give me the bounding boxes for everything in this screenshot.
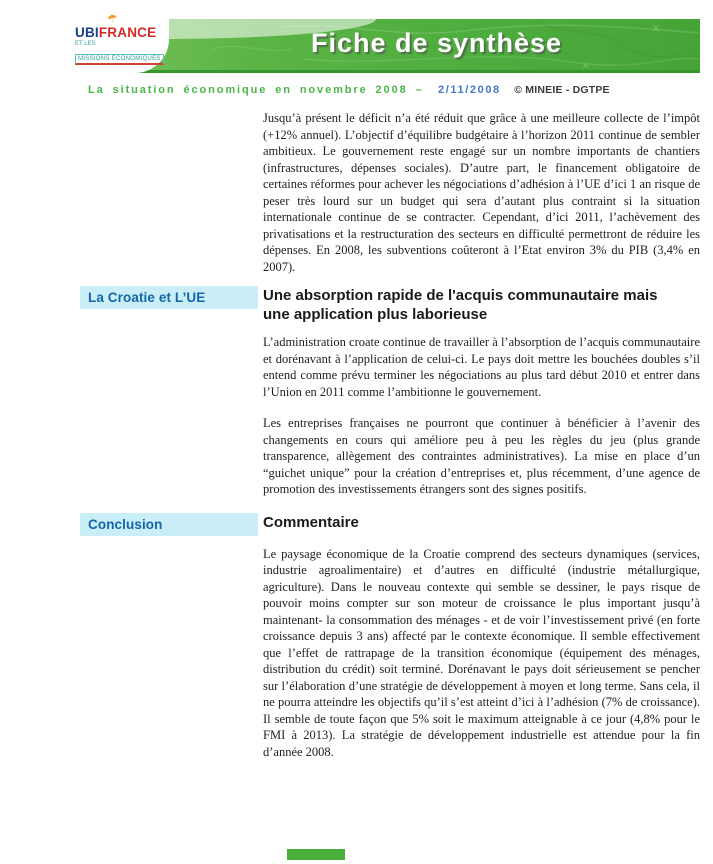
section-conclusion-header	[80, 513, 702, 536]
intro-row	[80, 110, 702, 286]
page-title: Fiche de synthèse	[310, 28, 563, 58]
section-conclusion-content	[80, 546, 702, 776]
section-croatie-ue-header	[80, 286, 702, 324]
document-date: 2/11/2008	[438, 84, 501, 96]
intro-body	[263, 110, 700, 286]
logo-brand-text	[75, 26, 169, 39]
section-paragraph: Les entreprises françaises ne pourront que continuer à bénéficier à l’avenir des changements en cours qui améliore peu à peu les règles du jeu (plus grande transparence, allègement des contraintes administratives). La mise en place d’un “guichet unique” pour la création d’entreprises et, plus récemment, d’une agence de promotion des investissements étrangers sont des signes positifs.	[263, 416, 700, 496]
logo-tagline: MISSIONS ÉCONOMIQUES	[75, 54, 164, 65]
section-paragraph: L’administration croate continue de travailler à l’absorption de l’acquis communautaire et dorénavant à l’application de celui-ci. Le pays doit mettre les bouchées doubles s’il entend comme prévu terminer les négociations au plus tard début 2010 et entrer dans l’Union en 2011 comme l’ambitionne le gouvernement.	[263, 335, 700, 399]
subtitle-text: La situation économique en novembre 2008 –	[88, 84, 424, 96]
logo-tagline-top: ET LES	[75, 41, 96, 47]
copyright-credit: © MINEIE - DGTPE	[514, 84, 610, 96]
page-footer-mark	[287, 849, 345, 860]
section-croatie-ue-content	[80, 334, 702, 513]
umbrella-icon: ☂	[105, 11, 120, 27]
section-heading-commentaire: Commentaire	[263, 513, 359, 531]
intro-paragraph: Jusqu’à présent le déficit n’a été réduit que grâce à une meilleure collecte de l’impôt (+12% annuel). L’objectif d’équilibre budgétaire à l’horizon 2011 continue de sembler ambitieux. Le gouvernement reste engagé sur un nombre importants de chantiers (infrastructures, dépenses sociales). D’autre part, le financement obligatoire de certaines réformes pour achever les négociations d’adhésion à l’UE d’ici 1 an risque de peser très lourd sur un budget qui sera d’autant plus contraint si la situation internationale continue de se contracter. Cependant, d’ici 2011, l’achèvement des privatisations et la restructuration des secteurs en difficulté permettront de réduire les dépenses. En 2008, les subventions coûteront à l’Etat environ 3% du PIB (3,4% en 2007).	[263, 111, 700, 274]
section-label-croatie-ue: La Croatie et L’UE	[80, 286, 258, 309]
section-heading-absorption: Une absorption rapide de l'acquis communautaire mais une application plus laborieuse	[263, 287, 658, 323]
section-label-conclusion: Conclusion	[80, 513, 258, 536]
header-banner	[63, 11, 700, 73]
logo-brand-prefix: UBI	[75, 25, 99, 40]
ubifrance-logo	[63, 11, 169, 73]
logo-brand-suffix: FRANCE	[98, 25, 157, 40]
section-paragraph: Le paysage économique de la Croatie comprend des secteurs dynamiques (services, industrie agroalimentaire) et d’autres en difficulté (industrie métallurgique, agriculture). Dans le nouveau contexte qui semble se dessiner, le pays risque de pouvoir moins compter sur son moteur de croissance le plus important jusqu’à maintenant- la consommation des ménages - et de voir l’investissement privé (en forte croissance depuis 3 ans) affecté par le contexte économique. Il semble effectivement que l’effet de rattrapage de la transition économique (équipement des ménages, distribution du crédit) soit terminé. Dorénavant le pays doit sérieusement se pencher sur l’élaboration d’une stratégie de développement à moyen et long terme. Sans cela, il ne pourra atteindre les objectifs qu’il s’est atteint d’ici à l’adhésion (7% de croissance). Il semble de toute façon que 5% soit le maximum atteignable à ce jour (4,8% pour le FMI à 2013). La stratégie de développement industrielle est attendue pour la fin d’année 2008.	[263, 546, 700, 759]
document-subtitle-row	[88, 80, 700, 98]
document-body	[80, 110, 702, 775]
